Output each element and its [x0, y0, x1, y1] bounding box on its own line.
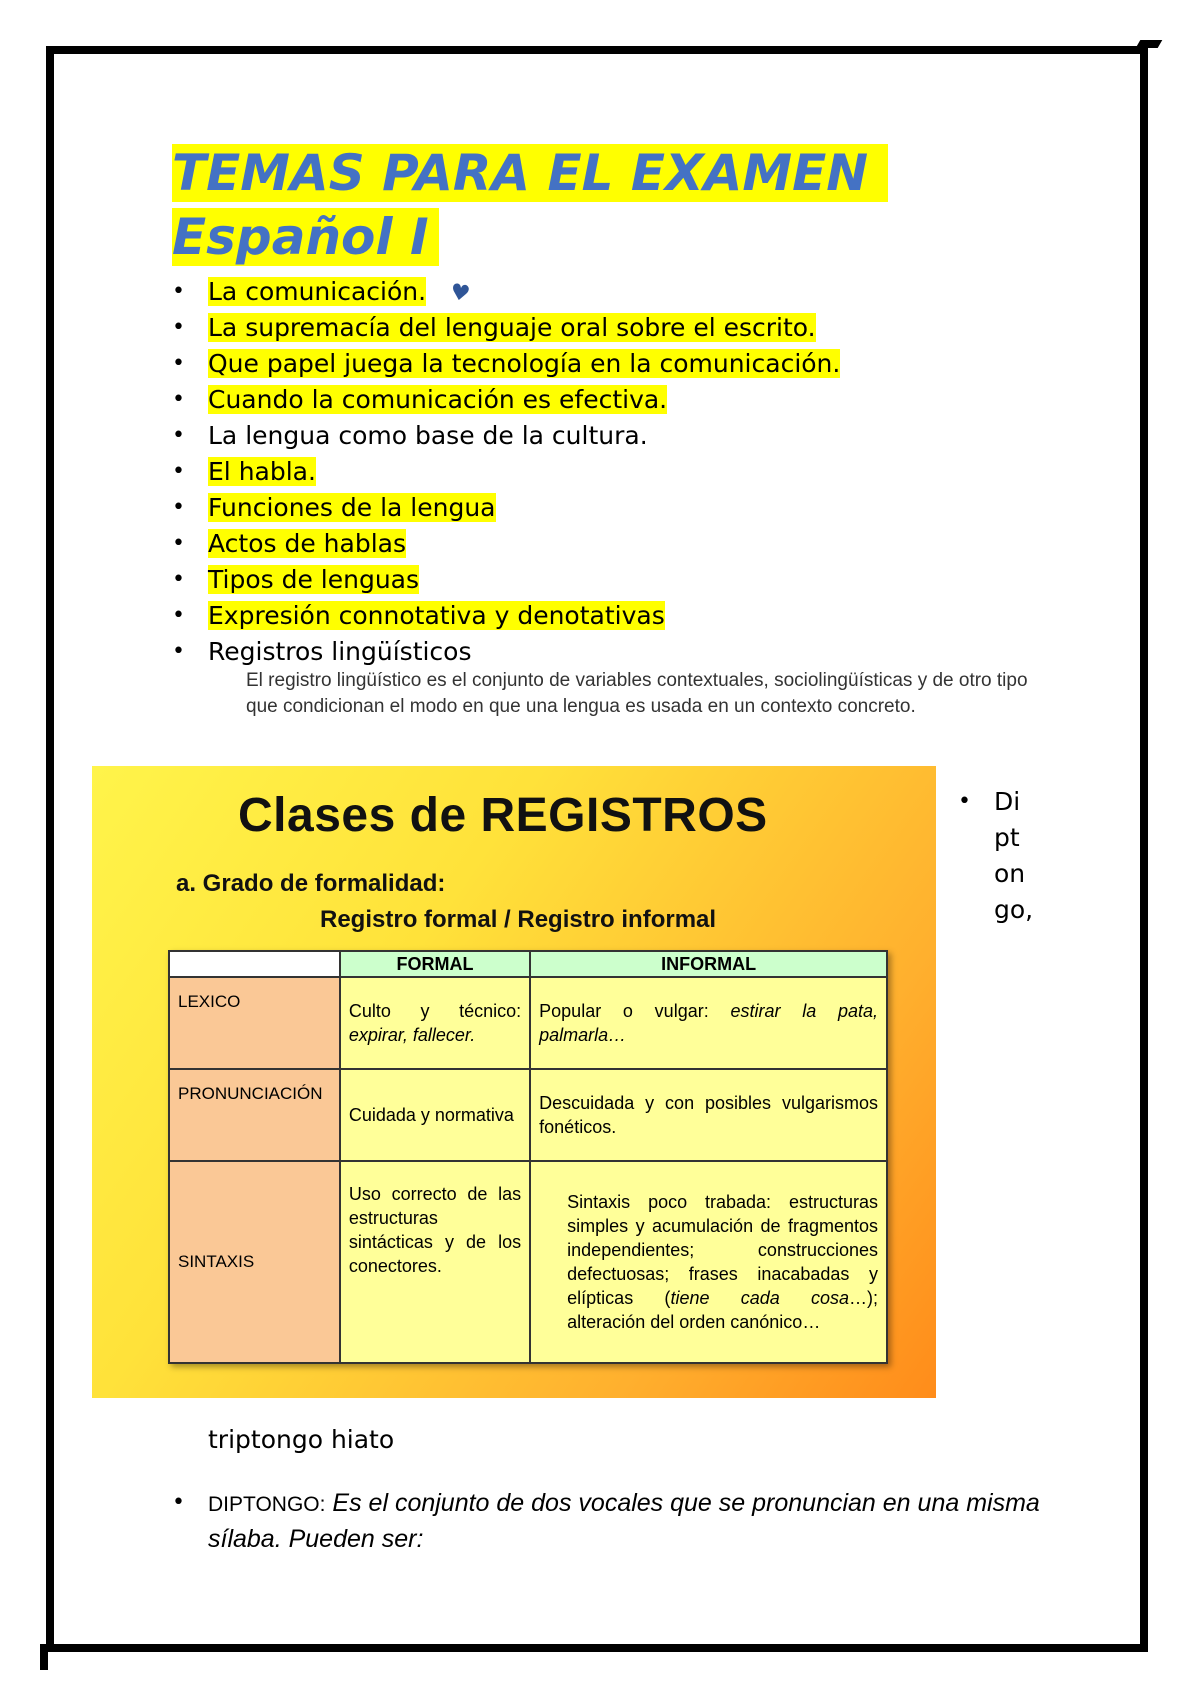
topic-text: Registros lingüísticos: [208, 637, 472, 666]
title-line-2: Español I: [172, 208, 439, 266]
topic-text: El habla.: [208, 457, 316, 486]
diptongo-def: Es el conjunto de dos vocales que se pronuncian en una misma sílaba. Pueden ser:: [208, 1489, 1040, 1553]
bullet-icon: •: [172, 603, 185, 628]
bullet-icon: •: [172, 531, 185, 556]
topic-text: Que papel juega la tecnología en la comunicación.: [208, 349, 841, 378]
bullet-icon: •: [172, 567, 185, 592]
topic-text: La comunicación.: [208, 277, 427, 306]
bullet-icon: •: [172, 495, 185, 520]
triptongo-hiato-line: triptongo hiato: [208, 1425, 395, 1454]
informal-text: Popular o vulgar:: [539, 1001, 731, 1021]
topic-item: [172, 562, 840, 598]
row-label: LEXICO: [169, 977, 340, 1069]
table-header-informal: INFORMAL: [530, 951, 887, 977]
table-row: [169, 1161, 887, 1363]
diptongo-term: DIPTONGO:: [208, 1493, 326, 1516]
informal-example: tiene cada cosa: [670, 1288, 850, 1308]
bullet-icon: •: [958, 789, 971, 814]
slide-subtitle: a. Grado de formalidad:: [176, 870, 446, 897]
formal-cell: [340, 977, 530, 1069]
formal-text: Culto y técnico:: [348, 1001, 522, 1021]
table-row: [169, 1069, 887, 1161]
topic-item: [172, 274, 840, 310]
bullet-icon: •: [172, 459, 185, 484]
topic-text: Funciones de la lengua: [208, 493, 496, 522]
table-row: [169, 977, 887, 1069]
document-subtitle: [172, 206, 439, 268]
slide-subtitle-registers: Registro formal / Registro informal: [320, 906, 717, 933]
formal-cell: Cuidada y normativa: [340, 1069, 530, 1161]
informal-text: Sintaxis poco trabada: estructuras simples y acumulación de fragmentos independientes; construcciones defectuosas; frases inacabadas y elípticas (: [567, 1192, 878, 1308]
diptongo-side-bullet: [958, 784, 1034, 928]
table-header-row: [169, 951, 887, 977]
bullet-icon: •: [172, 1490, 185, 1515]
page-border-corner: [1136, 40, 1163, 48]
topic-text: Tipos de lenguas: [208, 565, 420, 594]
informal-cell: [530, 1161, 887, 1363]
topic-item: [172, 418, 840, 454]
topics-list: [172, 274, 840, 670]
bullet-icon: •: [172, 279, 185, 304]
heart-icon: ♥: [448, 279, 472, 308]
informal-cell: [530, 977, 887, 1069]
informal-cell: Descuidada y con posibles vulgarismos fonéticos.: [530, 1069, 887, 1161]
informal-text-end: …); alteración del orden canónico…: [567, 1288, 879, 1332]
formal-cell: Uso correcto de las estructuras sintácticas y de los conectores.: [340, 1161, 530, 1363]
document-title: [172, 142, 888, 204]
side-word-text: Diptongo,: [994, 787, 1034, 924]
topic-text: Expresión connotativa y denotativas: [208, 601, 665, 630]
topic-item: [172, 454, 840, 490]
title-line-1: TEMAS PARA EL EXAMEN: [172, 144, 888, 202]
topic-item: [172, 382, 840, 418]
topic-item: [172, 346, 840, 382]
row-label: PRONUNCIACIÓN: [169, 1069, 340, 1161]
table-header-empty: [169, 951, 340, 977]
informal-example: estirar la pata, palmarla…: [539, 1001, 878, 1045]
topic-text: Cuando la comunicación es efectiva.: [208, 385, 668, 414]
topic-item: [172, 310, 840, 346]
row-label: SINTAXIS: [169, 1161, 340, 1363]
topic-item: [172, 634, 840, 670]
bullet-icon: •: [172, 639, 185, 664]
table-header-formal: FORMAL: [340, 951, 530, 977]
topic-text: La supremacía del lenguaje oral sobre el escrito.: [208, 313, 816, 342]
topic-item: [172, 598, 840, 634]
formal-example: expirar, fallecer.: [348, 1025, 476, 1045]
bullet-icon: •: [172, 315, 185, 340]
topic-item: [172, 526, 840, 562]
page-border-corner: [40, 1644, 48, 1670]
diptongo-definition: [172, 1486, 1058, 1556]
slide-title: Clases de REGISTROS: [238, 789, 768, 842]
registros-slide-image: [92, 766, 936, 1398]
registros-table: [168, 950, 888, 1364]
bullet-icon: •: [172, 387, 185, 412]
registro-description: El registro lingüístico es el conjunto de variables contextuales, sociolingüísticas y de otro tipo que condicionan el modo en que una lengua es usada en un contexto concreto.: [246, 670, 1028, 717]
topic-text: Actos de hablas: [208, 529, 406, 558]
bullet-icon: •: [172, 351, 185, 376]
topic-text: La lengua como base de la cultura.: [208, 421, 648, 450]
bullet-icon: •: [172, 423, 185, 448]
topic-item: [172, 490, 840, 526]
